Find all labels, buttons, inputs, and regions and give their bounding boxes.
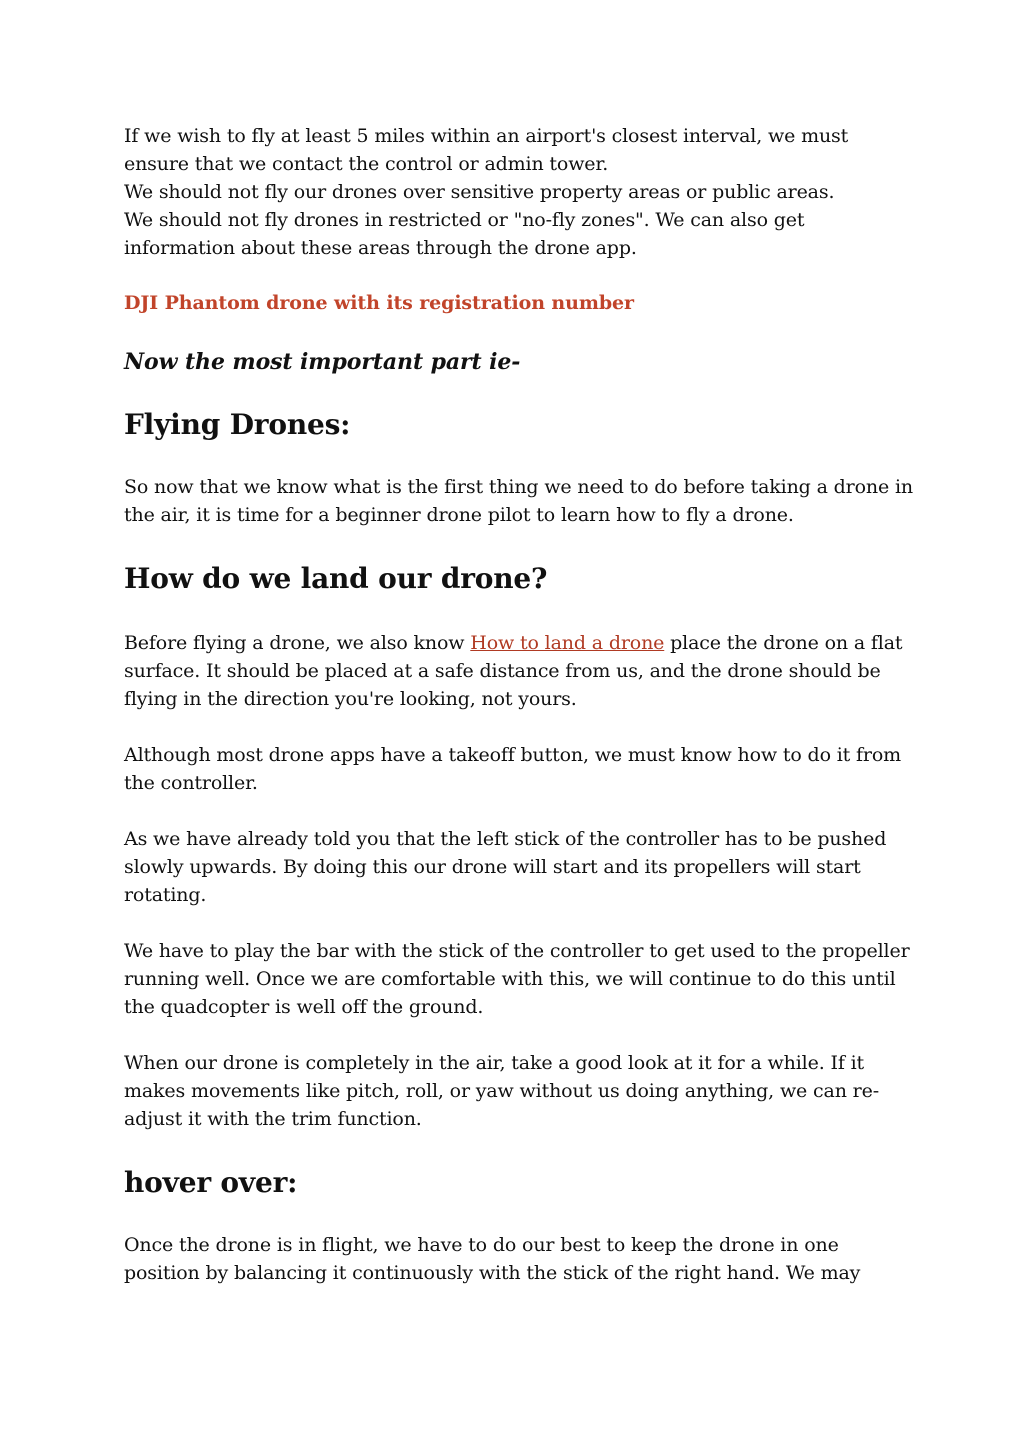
text-line: We have to play the bar with the stick of the controller to get used to the propeller (124, 940, 910, 962)
text-line: When our drone is completely in the air, take a good look at it for a while. If it (124, 1052, 865, 1074)
heading-hover-over: hover over: (124, 1166, 298, 1199)
landing-paragraph-5 (124, 1049, 914, 1133)
intro-paragraph (124, 122, 914, 262)
text-line: Once the drone is in flight, we have to do our best to keep the drone in one (124, 1234, 839, 1256)
landing-paragraph-2 (124, 741, 914, 797)
document-page (124, 122, 914, 1287)
landing-paragraph-1 (124, 629, 914, 713)
heading-flying-drones: Flying Drones: (124, 408, 351, 441)
text-line: So now that we know what is the first thing we need to do before taking a drone in (124, 476, 913, 498)
text-line: rotating. (124, 884, 207, 906)
text-segment: place the drone on a flat (664, 632, 903, 654)
landing-paragraph-3 (124, 825, 914, 909)
text-line: Although most drone apps have a takeoff button, we must know how to do it from (124, 744, 902, 766)
text-line: the air, it is time for a beginner drone pilot to learn how to fly a drone. (124, 504, 794, 526)
landing-paragraph-4 (124, 937, 914, 1021)
text-line: the controller. (124, 772, 258, 794)
text-line: We should not fly our drones over sensitive property areas or public areas. (124, 181, 835, 203)
text-line: running well. Once we are comfortable with this, we will continue to do this until (124, 968, 896, 990)
text-line (124, 629, 914, 657)
text-line: We should not fly drones in restricted or "no-fly zones". We can also get (124, 209, 805, 231)
text-line: flying in the direction you're looking, not yours. (124, 688, 577, 710)
text-line: position by balancing it continuously with the stick of the right hand. We may (124, 1262, 861, 1284)
text-line: If we wish to fly at least 5 miles within an airport's closest interval, we must (124, 125, 849, 147)
text-segment: Before flying a drone, we also know (124, 632, 471, 654)
image-caption: DJI Phantom drone with its registration number (124, 292, 634, 314)
text-line: makes movements like pitch, roll, or yaw without us doing anything, we can re- (124, 1080, 879, 1102)
how-to-land-link[interactable]: How to land a drone (470, 632, 665, 654)
text-line: the quadcopter is well off the ground. (124, 996, 484, 1018)
text-line: ensure that we contact the control or admin tower. (124, 153, 609, 175)
text-line: information about these areas through the drone app. (124, 237, 637, 259)
hover-paragraph (124, 1231, 914, 1287)
text-line: surface. It should be placed at a safe distance from us, and the drone should be (124, 660, 881, 682)
text-line: adjust it with the trim function. (124, 1108, 422, 1130)
text-line: As we have already told you that the left stick of the controller has to be pushed (124, 828, 887, 850)
flying-paragraph (124, 473, 914, 529)
text-line: slowly upwards. By doing this our drone will start and its propellers will start (124, 856, 861, 878)
lead-text: Now the most important part ie- (124, 349, 521, 375)
heading-land-drone: How do we land our drone? (124, 562, 548, 595)
